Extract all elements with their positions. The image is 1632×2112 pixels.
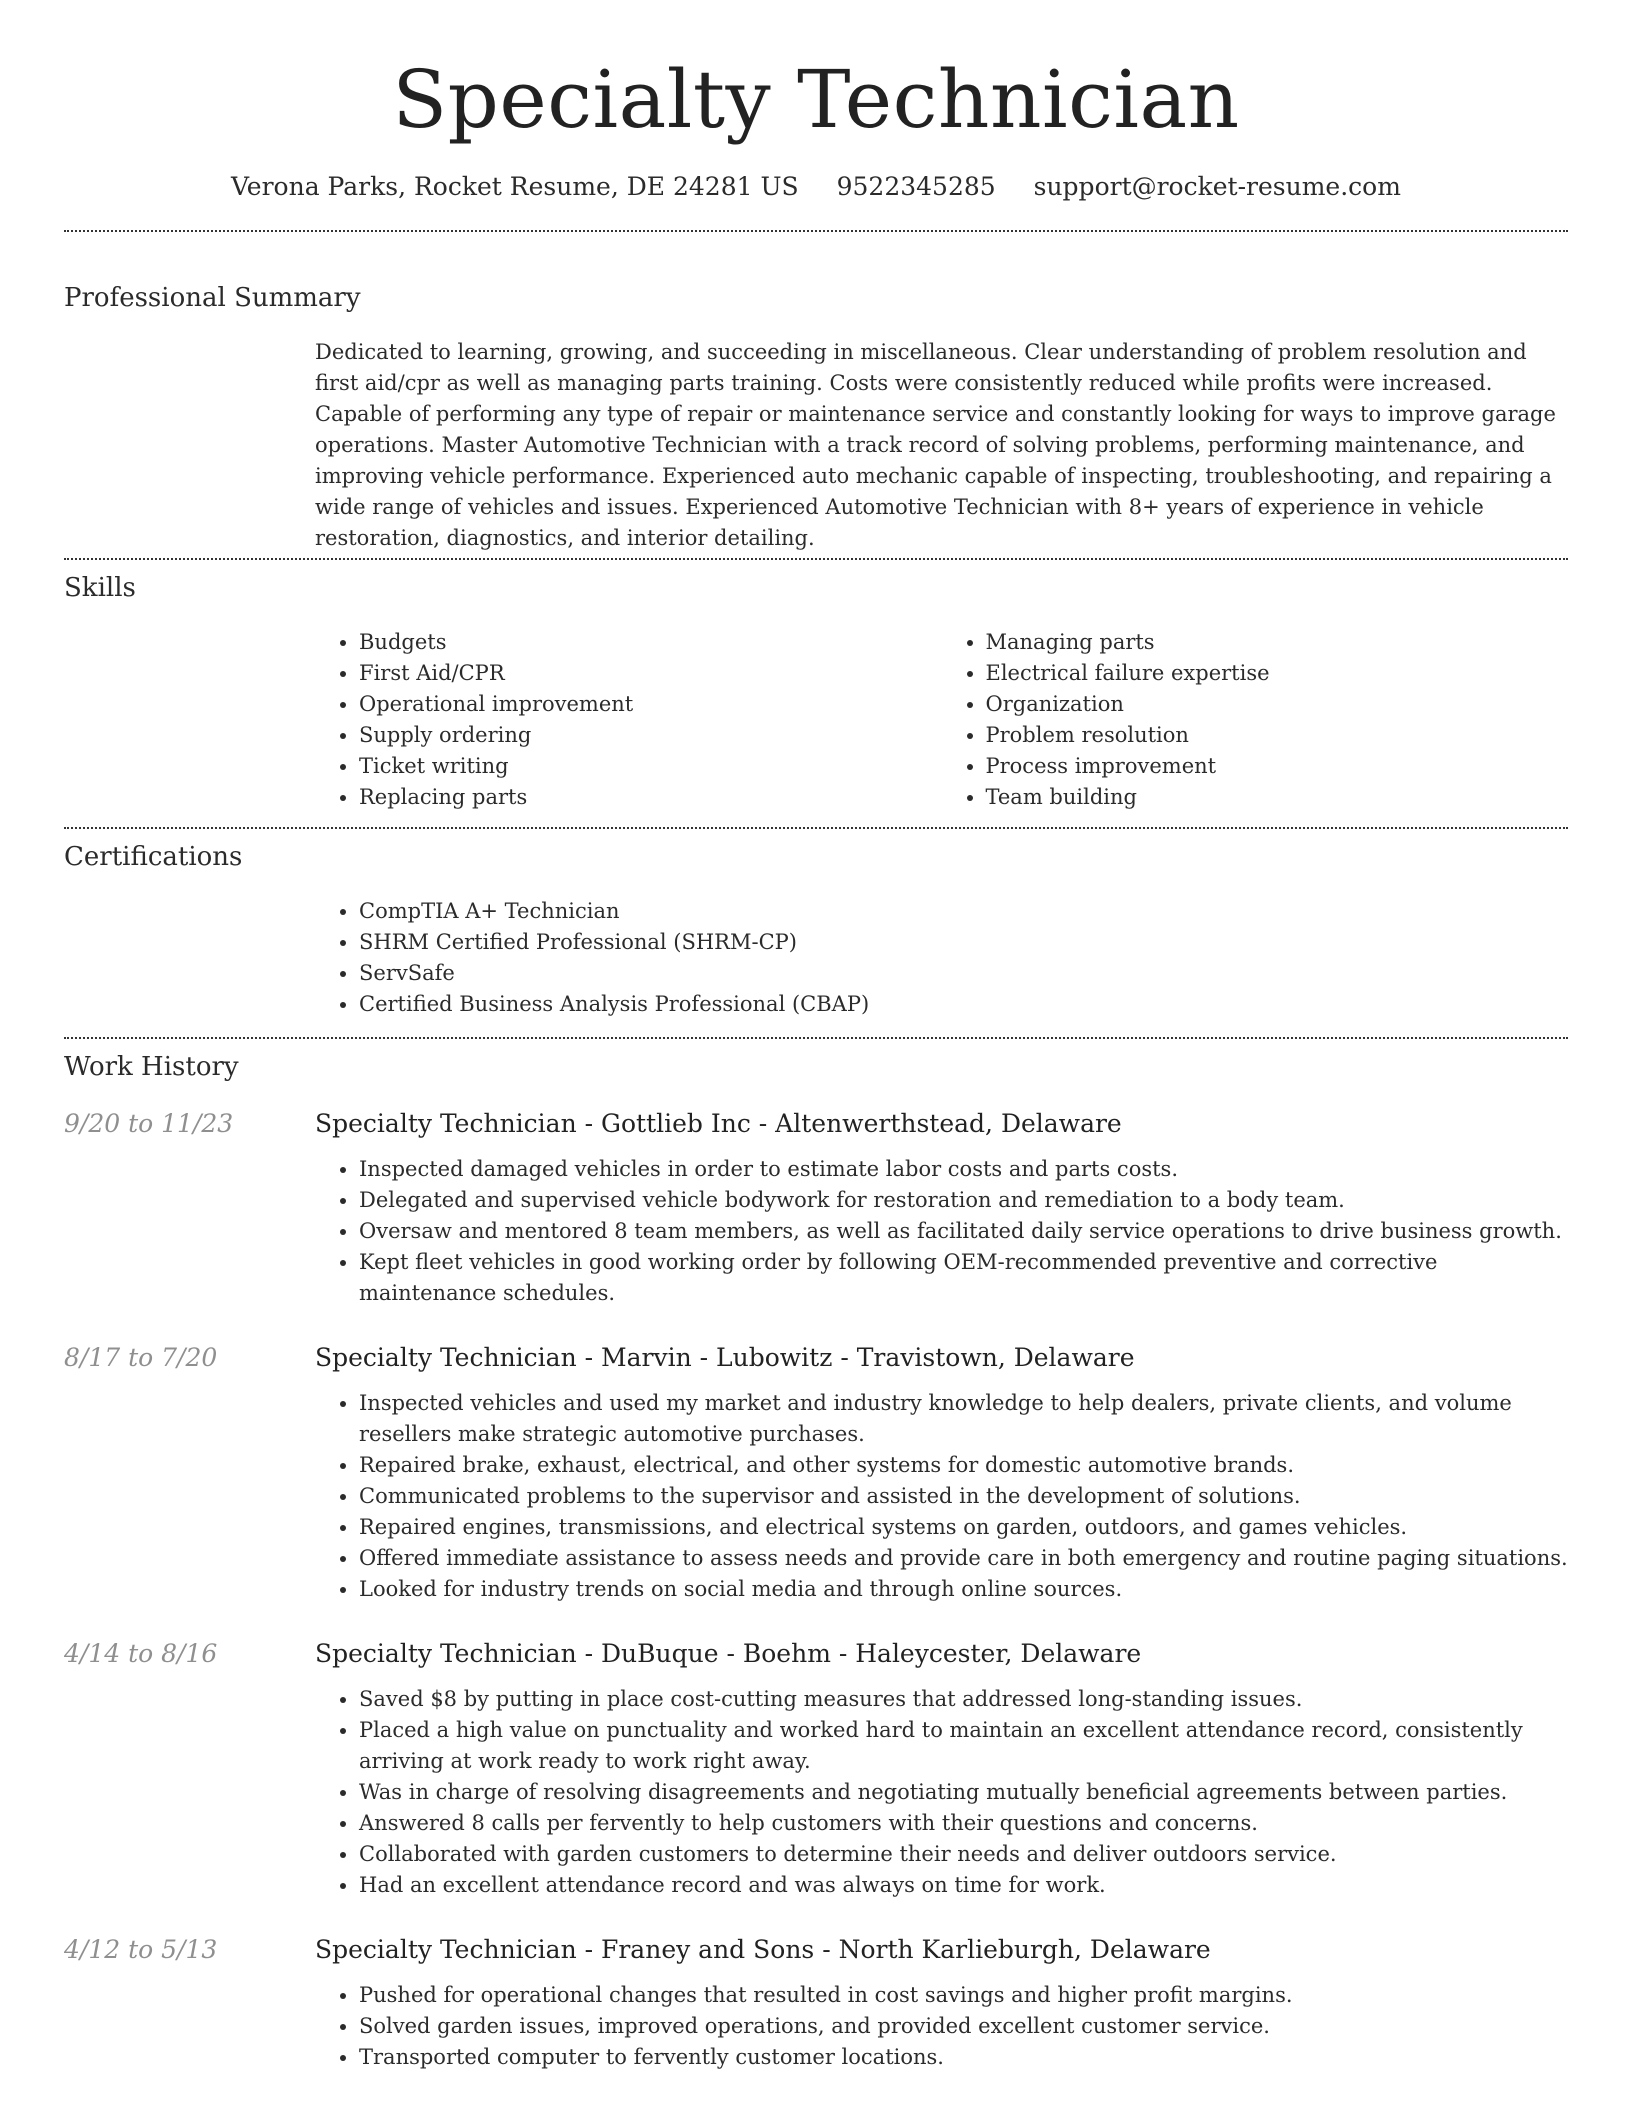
job-bullet-item: • Delegated and supervised vehicle bodywork for restoration and remediation to a body team.	[359, 1185, 1568, 1216]
skill-left-item: • Operational improvement	[359, 689, 942, 720]
job-bullet-item: • Pushed for operational changes that resulted in cost savings and higher profit margins.	[359, 1980, 1568, 2011]
summary-content	[315, 337, 1568, 554]
job-bullets	[315, 1684, 1568, 1901]
job-bullet-item: • Communicated problems to the supervisor and assisted in the development of solutions.	[359, 1481, 1568, 1512]
resume-header	[64, 0, 1568, 202]
contact-address: Verona Parks, Rocket Resume, DE 24281 US	[231, 172, 799, 201]
jobs-list	[64, 1108, 1568, 2073]
job-bullet-item: • Offered immediate assistance to assess needs and provide care in both emergency and routine paging situations.	[359, 1543, 1568, 1574]
job-title: Specialty Technician - DuBuque - Boehm - Haleycester, Delaware	[315, 1639, 1142, 1668]
job-bullet-item: • Solved garden issues, improved operations, and provided excellent customer service.	[359, 2011, 1568, 2042]
job-bullet-item: • Saved $8 by putting in place cost-cutting measures that addressed long-standing issues.	[359, 1684, 1568, 1715]
skill-right-item: • Organization	[986, 689, 1569, 720]
certifications-title: Certifications	[64, 842, 243, 872]
job-title: Specialty Technician - Marvin - Lubowitz - Travistown, Delaware	[315, 1343, 1135, 1372]
certifications-section	[64, 829, 1568, 1020]
job-entry	[64, 1342, 1568, 1605]
job-bullet-item: • Placed a high value on punctuality and worked hard to maintain an excellent attendance record, consistently arriving at work ready to work right away.	[359, 1715, 1568, 1777]
contact-email: support@rocket-resume.com	[1033, 172, 1401, 201]
certification-item: • ServSafe	[359, 958, 1568, 989]
job-bullet-item: • Collaborated with garden customers to determine their needs and deliver outdoors service.	[359, 1839, 1568, 1870]
job-entry	[64, 1934, 1568, 2073]
skills-content	[315, 627, 1568, 813]
certifications-list	[315, 896, 1568, 1020]
skill-right-item: • Process improvement	[986, 751, 1569, 782]
certification-item: • CompTIA A+ Technician	[359, 896, 1568, 927]
skill-right-item: • Electrical failure expertise	[986, 658, 1569, 689]
job-dates: 9/20 to 11/23	[64, 1109, 234, 1138]
job-bullet-item: • Repaired brake, exhaust, electrical, and other systems for domestic automotive brands.	[359, 1450, 1568, 1481]
job-bullets	[315, 1388, 1568, 1605]
job-body	[315, 1108, 1568, 1309]
job-body	[315, 1934, 1568, 2073]
resume-name: Specialty Technician	[392, 53, 1240, 146]
contact-line	[64, 172, 1568, 202]
certification-item: • SHRM Certified Professional (SHRM-CP)	[359, 927, 1568, 958]
job-bullets	[315, 1154, 1568, 1309]
job-bullet-item: • Oversaw and mentored 8 team members, as well as facilitated daily service operations to drive business growth.	[359, 1216, 1568, 1247]
job-entry	[64, 1108, 1568, 1309]
job-bullet-item: • Was in charge of resolving disagreements and negotiating mutually beneficial agreements between parties.	[359, 1777, 1568, 1808]
certification-item: • Certified Business Analysis Professional (CBAP)	[359, 989, 1568, 1020]
job-bullet-item: • Transported computer to fervently customer locations.	[359, 2042, 1568, 2073]
skill-right-item: • Managing parts	[986, 627, 1569, 658]
work-section	[64, 1039, 1568, 2073]
job-title: Specialty Technician - Gottlieb Inc - Altenwerthstead, Delaware	[315, 1109, 1122, 1138]
job-dates: 8/17 to 7/20	[64, 1343, 218, 1372]
skills-section	[64, 560, 1568, 813]
skills-title: Skills	[64, 573, 136, 603]
skills-list-left	[315, 627, 942, 813]
job-dates: 4/12 to 5/13	[64, 1935, 218, 1964]
contact-phone: 9522345285	[836, 172, 996, 201]
job-entry	[64, 1638, 1568, 1901]
skill-left-item: • First Aid/CPR	[359, 658, 942, 689]
skill-left-item: • Supply ordering	[359, 720, 942, 751]
job-bullet-item: • Repaired engines, transmissions, and electrical systems on garden, outdoors, and games vehicles.	[359, 1512, 1568, 1543]
job-title: Specialty Technician - Franey and Sons - North Karlieburgh, Delaware	[315, 1935, 1211, 1964]
job-dates: 4/14 to 8/16	[64, 1639, 218, 1668]
summary-section	[64, 232, 1568, 554]
job-bullet-item: • Inspected vehicles and used my market and industry knowledge to help dealers, private clients, and volume resellers make strategic automotive purchases.	[359, 1388, 1568, 1450]
work-title: Work History	[64, 1052, 239, 1082]
summary-title: Professional Summary	[64, 283, 361, 313]
job-bullet-item: • Looked for industry trends on social media and through online sources.	[359, 1574, 1568, 1605]
skill-right-item: • Team building	[986, 782, 1569, 813]
job-bullet-item: • Answered 8 calls per fervently to help customers with their questions and concerns.	[359, 1808, 1568, 1839]
skill-left-item: • Budgets	[359, 627, 942, 658]
job-body	[315, 1342, 1568, 1605]
job-bullet-item: • Inspected damaged vehicles in order to estimate labor costs and parts costs.	[359, 1154, 1568, 1185]
job-bullets	[315, 1980, 1568, 2073]
summary-text: Dedicated to learning, growing, and succeeding in miscellaneous. Clear understanding of problem resolution and first aid/cpr as well as managing parts training. Costs were consistently reduced while profits were increased. Capable of performing any type of repair or maintenance service and constantly looking for ways to improve garage operations. Master Automotive Technician with a track record of solving problems, performing maintenance, and improving vehicle performance. Experienced auto mechanic capable of inspecting, troubleshooting, and repairing a wide range of vehicles and issues. Experienced Automotive Technician with 8+ years of experience in vehicle restoration, diagnostics, and interior detailing.	[315, 340, 1556, 550]
job-bullet-item: • Kept fleet vehicles in good working order by following OEM-recommended preventive and corrective maintenance schedules.	[359, 1247, 1568, 1309]
skill-left-item: • Replacing parts	[359, 782, 942, 813]
job-body	[315, 1638, 1568, 1901]
certifications-content	[315, 896, 1568, 1020]
skills-list-right	[942, 627, 1569, 813]
skill-right-item: • Problem resolution	[986, 720, 1569, 751]
skill-left-item: • Ticket writing	[359, 751, 942, 782]
job-bullet-item: • Had an excellent attendance record and was always on time for work.	[359, 1870, 1568, 1901]
